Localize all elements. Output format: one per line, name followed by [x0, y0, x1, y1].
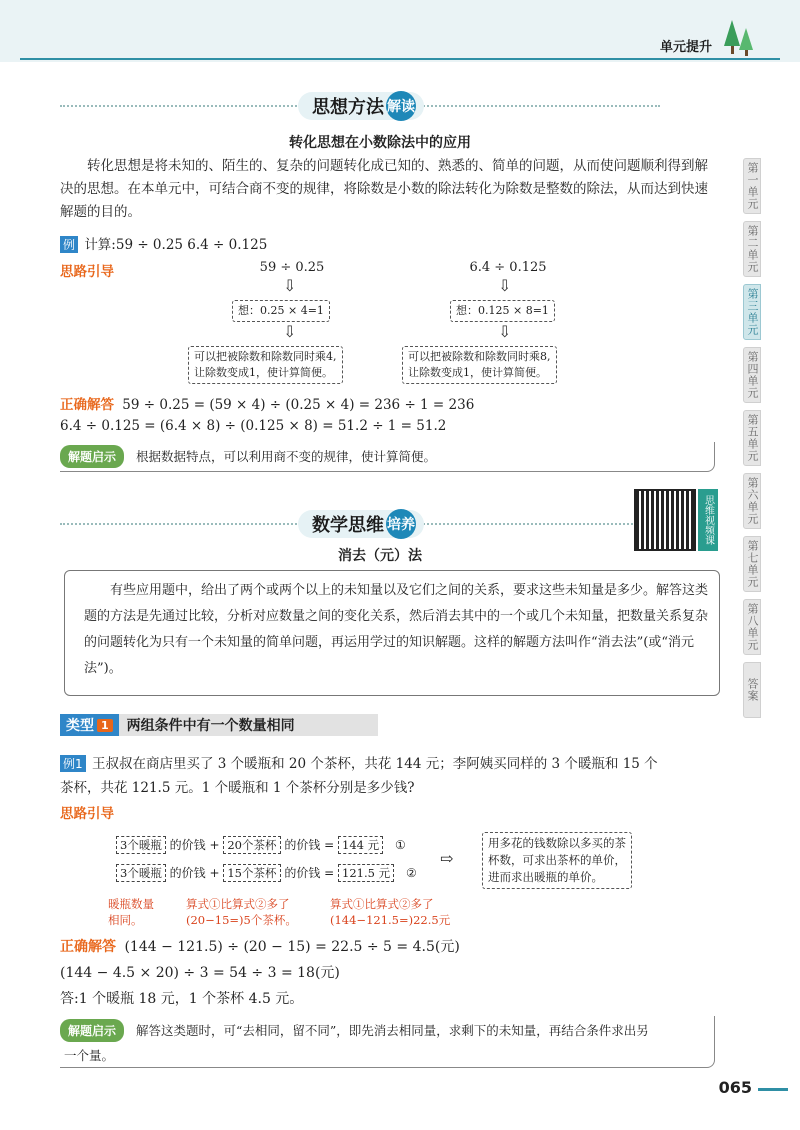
hint-frame: [60, 1016, 715, 1068]
section-subtitle: 转化思想在小数除法中的应用: [289, 135, 471, 151]
section-heading-thinking: [60, 510, 660, 538]
tab-unit-1[interactable]: 第一单元: [743, 158, 761, 214]
tab-unit-5[interactable]: 第五单元: [743, 410, 761, 466]
qr-code[interactable]: [634, 489, 696, 551]
left-think-box: 想：0.25 × 4=1: [232, 300, 330, 322]
answer-label: 正确解答: [60, 939, 116, 955]
type-title: 两组条件中有一个数量相同: [126, 718, 295, 734]
type-tag: 类型: [66, 718, 94, 734]
answer-label: 正确解答: [60, 397, 114, 413]
equation-1: 3个暖瓶 的价钱 + 20个茶杯 的价钱 = 144 元 ①: [116, 836, 406, 853]
think-label: 思路引导: [60, 806, 114, 822]
type-number: 1: [97, 719, 113, 732]
type-heading: [60, 714, 378, 736]
header-rule: [20, 58, 780, 60]
down-arrow-icon: ⇩: [498, 322, 512, 341]
qr-video-label: 思维视频课: [698, 489, 718, 551]
down-arrow-icon: ⇩: [283, 322, 297, 341]
example-tag: 例: [60, 236, 78, 253]
hint-frame: [60, 442, 715, 472]
method-paragraph: 转化思想是将未知的、陌生的、复杂的问题转化成已知的、熟悉的、简单的问题，从而使问题顺利得到解决的思想。在本单元中，可结合商不变的规律，将除数是小数的除法转化为除数是整数的除法，从而达到快速解题的目的。: [60, 158, 708, 220]
section-subtitle: 消去（元）法: [338, 548, 422, 564]
unit-tabs: [743, 158, 781, 725]
page-number: 065: [718, 1078, 752, 1097]
hint-text: 根据数据特点，可以利用商不变的规律，使计算简便。: [136, 449, 437, 464]
right-note-box: 可以把被除数和除数同时乘8, 让除数变成1，使计算简便。: [402, 346, 557, 384]
right-think-box: 想：0.125 × 8=1: [450, 300, 555, 322]
note-extra-cups: 算式①比算式②多了 (20−15=)5个茶杯。: [186, 897, 297, 927]
answer-line-1: 正确解答 59 ÷ 0.25 = (59 × 4) ÷ (0.25 × 4) = 236 ÷ 1 = 236: [60, 397, 475, 413]
example-text: 计算:59 ÷ 0.25 6.4 ÷ 0.125: [84, 237, 268, 253]
right-arrow-icon: ⇨: [440, 849, 454, 868]
hint-text-continued: 一个量。: [64, 1048, 115, 1063]
left-expression: 59 ÷ 0.25: [259, 260, 325, 275]
think-label: 思路引导: [60, 264, 114, 280]
section-badge: 解读: [386, 91, 416, 121]
answer-line-2: 6.4 ÷ 0.125 = (6.4 × 8) ÷ (0.125 × 8) = 51.2 ÷ 1 = 51.2: [60, 418, 447, 434]
unit-label: 单元提升: [659, 40, 712, 55]
definition-paragraph: 有些应用题中，给出了两个或两个以上的未知量以及它们之间的关系，要求这些未知量是多少。解答这类题的方法是先通过比较，分析对应数量之间的变化关系，然后消去其中的一个或几个未知量，把数量关系复杂的问题转化为只有一个未知量的简单问题，再运用学过的知识解题。这样的解题方法叫作“消去法”(或“消元法”)。: [84, 583, 709, 676]
down-arrow-icon: ⇩: [283, 276, 297, 295]
note-same-bottles: 暖瓶数量 相同。: [108, 897, 154, 927]
page-number-rule: [758, 1088, 788, 1091]
tab-unit-3[interactable]: 第三单元: [743, 284, 761, 340]
answer-line-2: (144 − 4.5 × 20) ÷ 3 = 54 ÷ 3 = 18(元): [60, 965, 340, 981]
section-badge: 培养: [386, 509, 416, 539]
answer-line-3: 答:1 个暖瓶 18 元，1 个茶杯 4.5 元。: [60, 991, 304, 1007]
example-tag: 例1: [60, 755, 86, 772]
left-note-box: 可以把被除数和除数同时乘4, 让除数变成1，使计算简便。: [188, 346, 343, 384]
tab-unit-6[interactable]: 第六单元: [743, 473, 761, 529]
hint-text: 解答这类题时，可“去相同，留不同”，即先消去相同量，求剩下的未知量，再结合条件求出另: [136, 1023, 649, 1038]
example-line-2: 茶杯，共花 121.5 元。1 个暖瓶和 1 个茶杯分别是多少钱?: [60, 780, 415, 796]
down-arrow-icon: ⇩: [498, 276, 512, 295]
hint-label: 解题启示: [60, 1019, 124, 1042]
tab-unit-8[interactable]: 第八单元: [743, 599, 761, 655]
tab-unit-7[interactable]: 第七单元: [743, 536, 761, 592]
answer-line-1: 正确解答 (144 − 121.5) ÷ (20 − 15) = 22.5 ÷ 5 = 4.5(元): [60, 939, 460, 955]
equation-2: 3个暖瓶 的价钱 + 15个茶杯 的价钱 = 121.5 元 ②: [116, 864, 417, 881]
tab-unit-4[interactable]: 第四单元: [743, 347, 761, 403]
section-title: 数学思维: [312, 515, 384, 536]
tree-icon: [722, 18, 756, 58]
hint-label: 解题启示: [60, 445, 124, 468]
example-line: [60, 233, 267, 253]
section-heading-method: [60, 92, 660, 120]
tab-unit-2[interactable]: 第二单元: [743, 221, 761, 277]
tab-answers[interactable]: 答案: [743, 662, 761, 718]
example-line-1: 例1 王叔叔在商店里买了 3 个暖瓶和 20 个茶杯，共花 144 元；李阿姨买同样的 3 个暖瓶和 15 个: [60, 752, 658, 772]
note-extra-cost: 算式①比算式②多了 (144−121.5=)22.5元: [330, 897, 451, 927]
method-note-box: 用多花的钱数除以多买的茶 杯数，可求出茶杯的单价， 进而求出暖瓶的单价。: [482, 832, 632, 889]
section-title: 思想方法: [312, 97, 384, 118]
right-expression: 6.4 ÷ 0.125: [469, 260, 547, 275]
